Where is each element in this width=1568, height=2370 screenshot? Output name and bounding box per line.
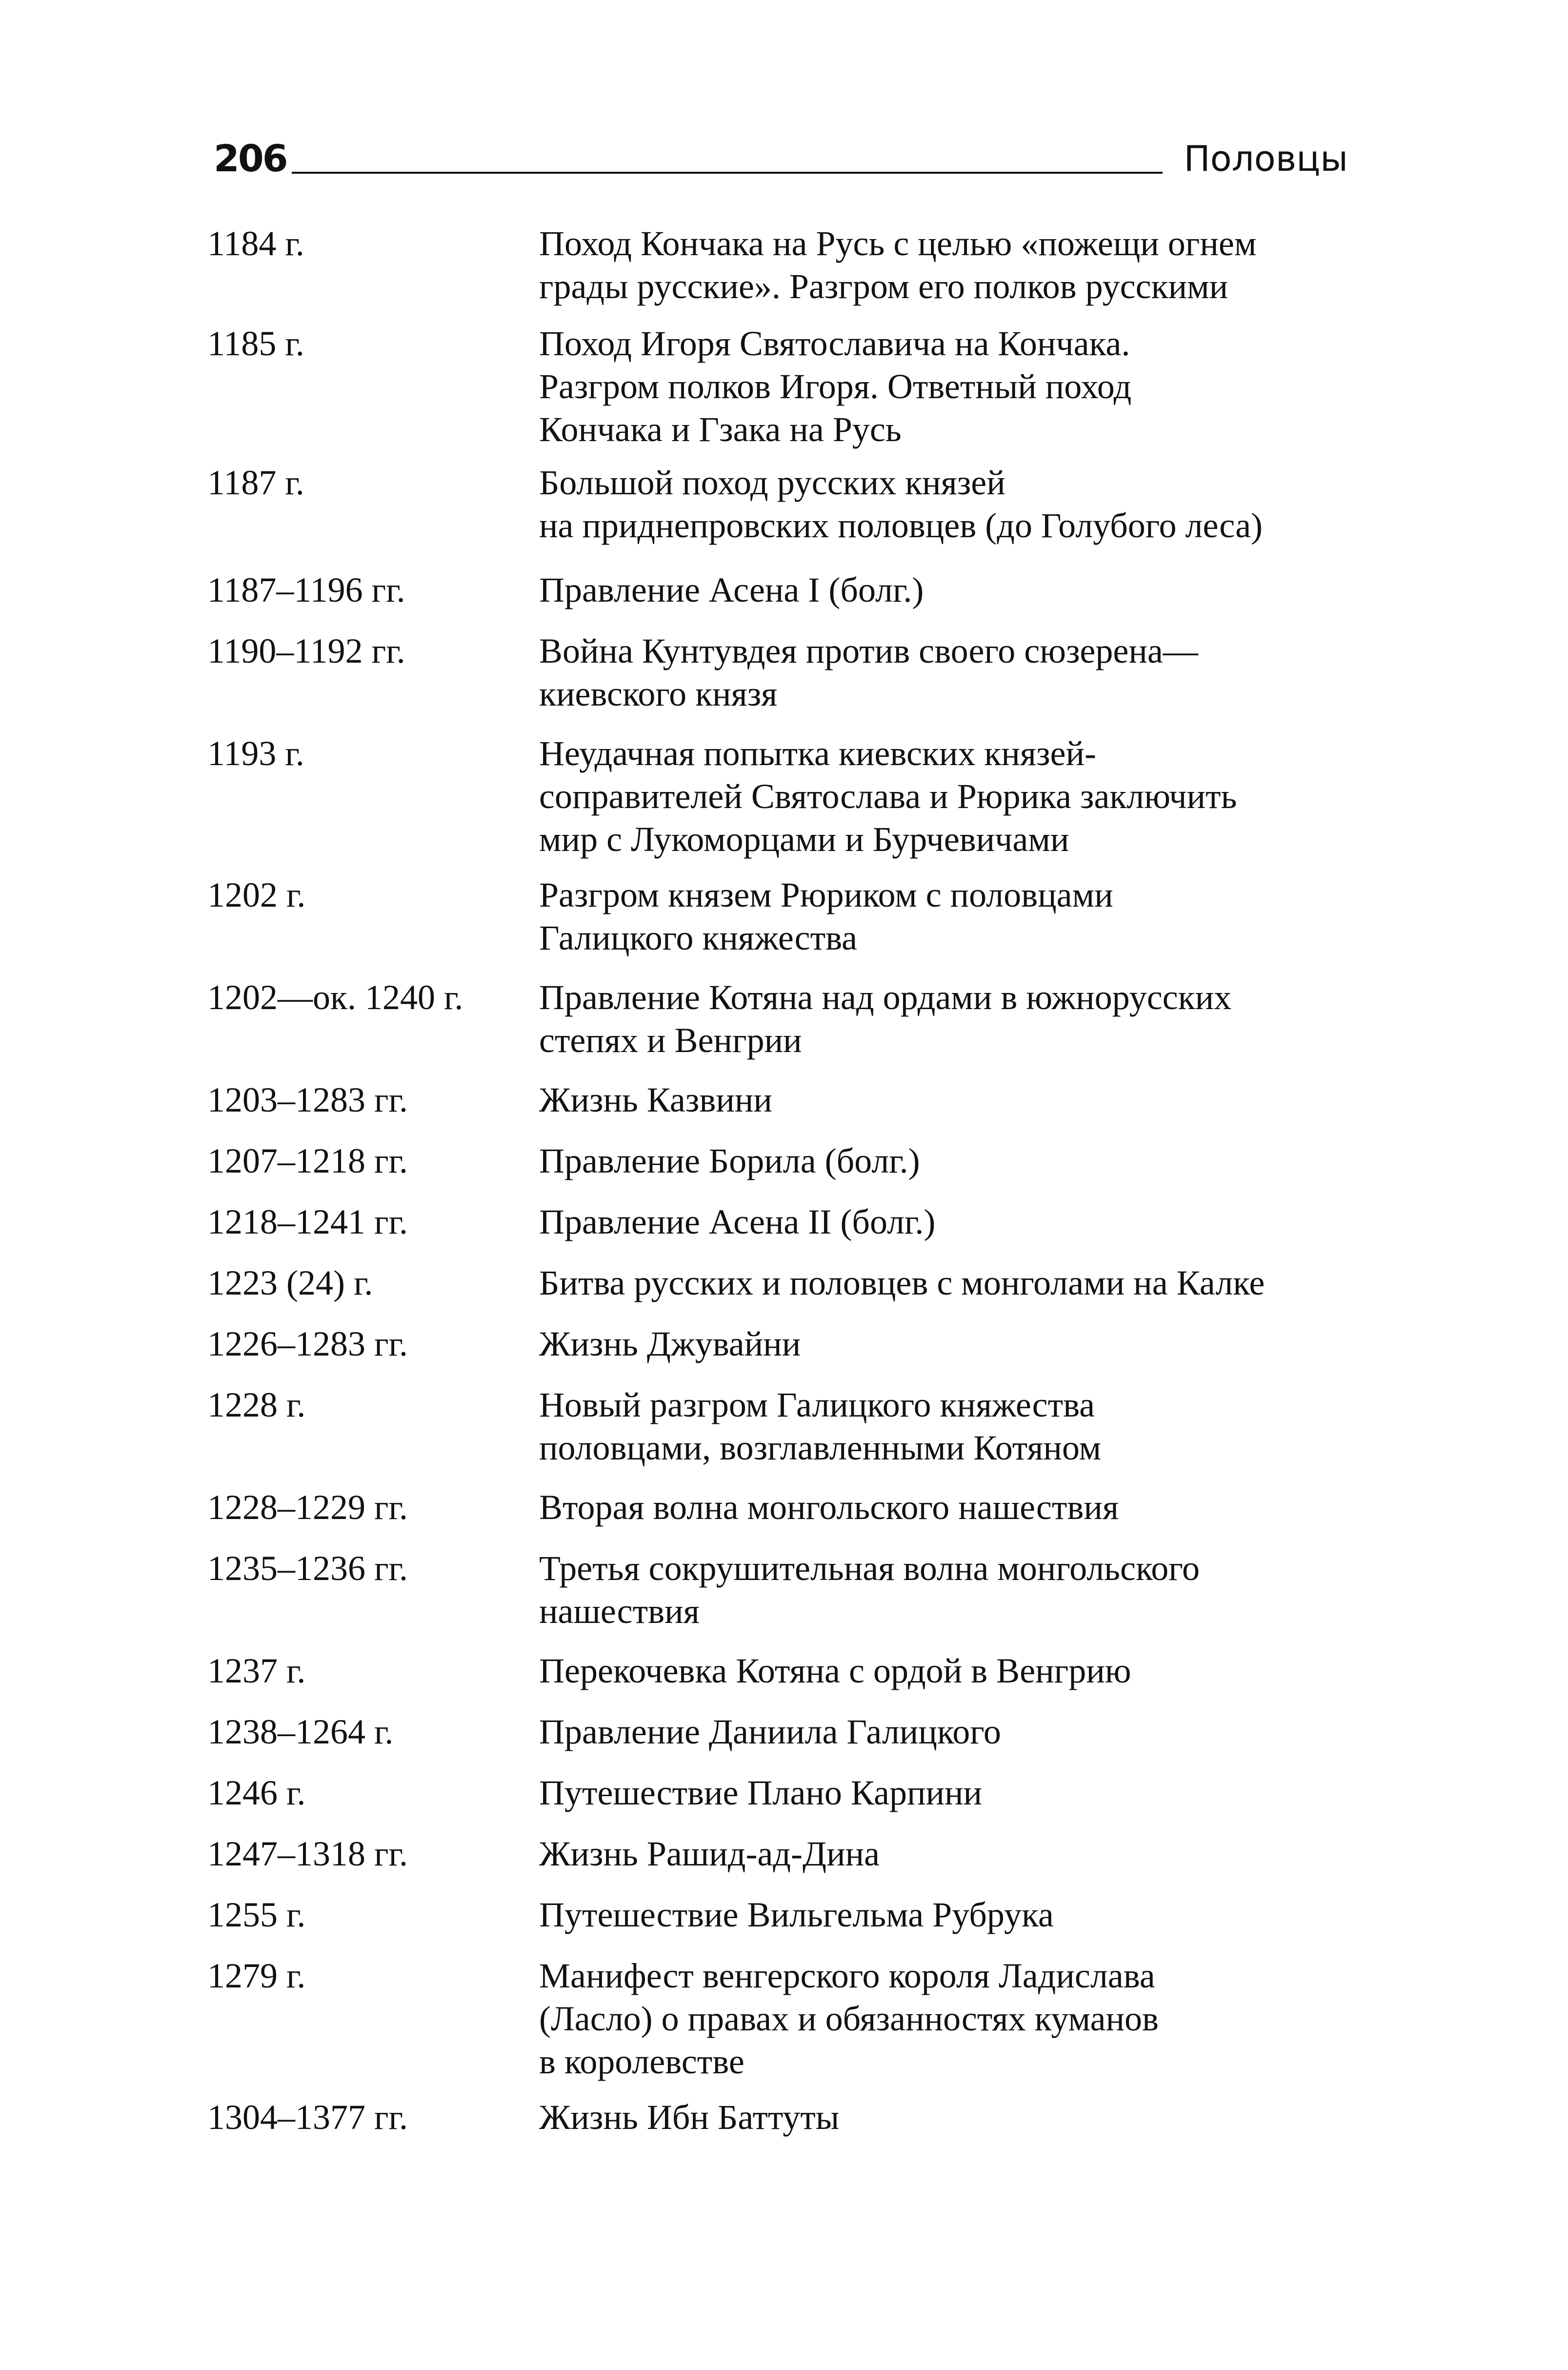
entry-event: [539, 1710, 1378, 1753]
entry-event-line: Правление Борила (болг.): [539, 1141, 920, 1180]
entry-date: 1279 г.: [207, 1956, 306, 1995]
entry-event: [539, 1954, 1378, 2083]
entry-event-line: Поход Кончака на Русь с целью «пожещи огнем: [539, 224, 1257, 263]
entry-date: 1187–1196 гг.: [207, 570, 405, 609]
entry-event-line: Война Кунтувдея против своего сюзерена—: [539, 631, 1198, 670]
entry-event: [539, 629, 1378, 715]
entry-event: [539, 2096, 1378, 2139]
entry-event: [539, 1139, 1378, 1182]
entry-date: 1218–1241 гг.: [207, 1202, 408, 1241]
entry-date: 1235–1236 гг.: [207, 1549, 408, 1588]
entry-event-line: половцами, возглавленными Котяном: [539, 1428, 1102, 1467]
entry-event-line: Неудачная попытка киевских князей-: [539, 734, 1096, 773]
entry-event: [539, 732, 1378, 861]
entry-event-line: Жизнь Рашид-ад-Дина: [539, 1834, 880, 1873]
entry-date: 1247–1318 гг.: [207, 1834, 408, 1873]
entry-event-line: грады русские». Разгром его полков русскими: [539, 267, 1228, 306]
entry-date: 1185 г.: [207, 324, 304, 363]
entry-event-line: Правление Котяна над ордами в южнорусских: [539, 978, 1232, 1017]
entry-date: 1304–1377 гг.: [207, 2098, 408, 2137]
entry-event-line: Вторая волна монгольского нашествия: [539, 1488, 1119, 1527]
entry-event-line: Манифест венгерского короля Ладислава: [539, 1956, 1155, 1995]
entry-event-line: Разгром князем Рюриком с половцами: [539, 875, 1113, 914]
entry-event: [539, 1893, 1378, 1936]
entry-event: [539, 322, 1378, 451]
entry-event-line: Кончака и Гзака на Русь: [539, 410, 902, 449]
entry-event-line: Жизнь Казвини: [539, 1080, 772, 1119]
entry-event-line: киевского князя: [539, 674, 778, 713]
entry-event-line: Разгром полков Игоря. Ответный поход: [539, 367, 1132, 406]
entry-event-line: на приднепровских половцев (до Голубого леса): [539, 506, 1263, 545]
entry-event-line: Правление Асена II (болг.): [539, 1202, 936, 1241]
entry-event: [539, 1486, 1378, 1529]
entry-date: 1228 г.: [207, 1385, 306, 1424]
entry-date: 1246 г.: [207, 1773, 306, 1812]
entry-event-line: соправителей Святослава и Рюрика заключить: [539, 777, 1237, 816]
entry-event: [539, 1200, 1378, 1243]
entry-event-line: Новый разгром Галицкого княжества: [539, 1385, 1095, 1424]
entry-event-line: Третья сокрушительная волна монгольского: [539, 1549, 1200, 1588]
entry-event-line: Путешествие Вильгельма Рубрука: [539, 1895, 1054, 1934]
entry-event-line: Путешествие Плано Карпини: [539, 1773, 983, 1812]
entry-event: [539, 1771, 1378, 1814]
entry-event-line: степях и Венгрии: [539, 1021, 802, 1060]
entry-event-line: Битва русских и половцев с монголами на Калке: [539, 1263, 1265, 1302]
entry-date: 1226–1283 гг.: [207, 1324, 408, 1363]
entry-date: 1202 г.: [207, 875, 306, 914]
entry-date: 1255 г.: [207, 1895, 306, 1934]
entry-event-line: в королевстве: [539, 2042, 744, 2081]
entry-event: [539, 568, 1378, 611]
entry-event-line: мир с Лукоморцами и Бурчевичами: [539, 820, 1069, 859]
entry-date: 1202—ок. 1240 г.: [207, 978, 463, 1017]
running-title: Половцы: [1184, 138, 1348, 179]
entry-event-line: Большой поход русских князей: [539, 463, 1005, 502]
entry-event: [539, 1383, 1378, 1469]
entry-event: [539, 1649, 1378, 1692]
entry-event: [539, 1547, 1378, 1633]
entry-event-line: Жизнь Джувайни: [539, 1324, 801, 1363]
page-number: 206: [214, 137, 287, 180]
entry-date: 1207–1218 гг.: [207, 1141, 408, 1180]
entry-date: 1190–1192 гг.: [207, 631, 405, 670]
entry-event: [539, 976, 1378, 1062]
entry-event-line: (Ласло) о правах и обязанностях куманов: [539, 1999, 1159, 2038]
entry-event-line: Галицкого княжества: [539, 918, 858, 957]
entry-date: 1223 (24) г.: [207, 1263, 373, 1302]
entry-event: [539, 1078, 1378, 1121]
entry-date: 1184 г.: [207, 224, 304, 263]
entry-event: [539, 1832, 1378, 1875]
entry-event-line: Правление Асена I (болг.): [539, 570, 924, 609]
entry-event: [539, 873, 1378, 959]
entry-event-line: Перекочевка Котяна с ордой в Венгрию: [539, 1651, 1131, 1690]
entry-event-line: Поход Игоря Святославича на Кончака.: [539, 324, 1130, 363]
entry-event: [539, 1322, 1378, 1365]
entry-date: 1238–1264 г.: [207, 1712, 394, 1751]
entry-date: 1228–1229 гг.: [207, 1488, 408, 1527]
entry-event-line: нашествия: [539, 1592, 700, 1631]
entry-date: 1203–1283 гг.: [207, 1080, 408, 1119]
entry-event: [539, 461, 1378, 547]
entry-event-line: Правление Даниила Галицкого: [539, 1712, 1001, 1751]
entry-date: 1187 г.: [207, 463, 304, 502]
entry-date: 1237 г.: [207, 1651, 306, 1690]
entry-date: 1193 г.: [207, 734, 304, 773]
entry-event-line: Жизнь Ибн Баттуты: [539, 2098, 840, 2137]
entry-event: [539, 222, 1378, 308]
entry-event: [539, 1261, 1378, 1304]
